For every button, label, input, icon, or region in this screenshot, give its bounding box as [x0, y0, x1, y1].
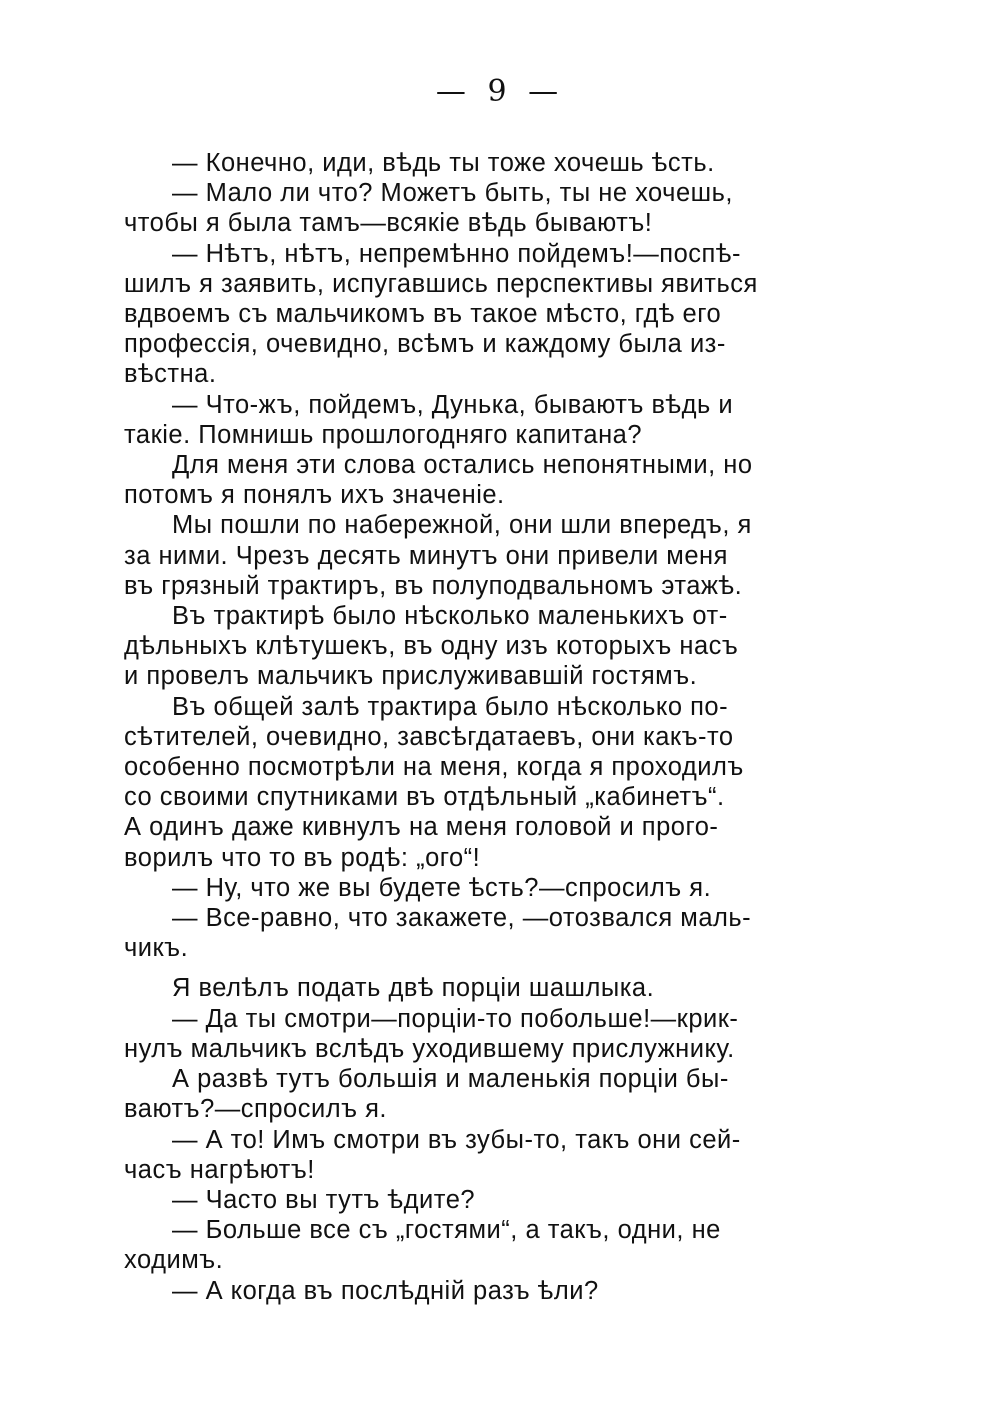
text-line: Я велѣлъ подать двѣ порціи шашлыка.: [172, 974, 655, 1003]
text-line: — Часто вы тутъ ѣдите?: [172, 1185, 476, 1214]
text-line: вѣстна.: [124, 360, 217, 389]
text-line: нулъ мальчикъ вслѣдъ уходившему прислужнику.: [124, 1034, 735, 1063]
text-line: Въ общей залѣ трактира было нѣсколько по-: [172, 692, 729, 721]
text-line: — Конечно, иди, вѣдь ты тоже хочешь ѣсть.: [172, 149, 715, 177]
text-line: вдвоемъ съ мальчикомъ въ такое мѣсто, гдѣ его: [124, 300, 722, 329]
text-line: потомъ я понялъ ихъ значеніе.: [124, 481, 505, 510]
page-number: — 9 —: [435, 74, 565, 109]
text-line: сѣтителей, очевидно, завсѣгдатаевъ, они какъ-то: [124, 722, 734, 751]
text-line: — Нѣтъ, нѣтъ, непремѣнно пойдемъ!—поспѣ-: [172, 239, 741, 268]
text-line: Мы пошли по набережной, они шли впередъ, я: [172, 511, 752, 540]
body-text: [124, 148, 880, 1306]
text-line: чтобы я была тамъ—всякіе вѣдь бываютъ!: [124, 209, 653, 238]
text-line: — Ну, что же вы будете ѣсть?—спросилъ я.: [172, 873, 712, 902]
text-line: со своими спутниками въ отдѣльный „кабинетъ“.: [124, 783, 725, 812]
text-line: часъ нагрѣютъ!: [124, 1155, 315, 1184]
text-line: шилъ я заявить, испугавшись перспективы явиться: [124, 269, 758, 298]
text-line: особенно посмотрѣли на меня, когда я проходилъ: [124, 753, 744, 782]
text-line: Для меня эти слова остались непонятными, но: [172, 451, 753, 480]
text-line: ходимъ.: [124, 1246, 224, 1275]
text-line: за ними. Чрезъ десять минутъ они привели меня: [124, 541, 728, 570]
text-line: — А то! Имъ смотри въ зубы-то, такъ они сей-: [172, 1125, 741, 1154]
text-line: ворилъ что то въ родѣ: „ого“!: [124, 843, 481, 872]
text-line: въ грязный трактиръ, въ полуподвальномъ этажѣ.: [124, 571, 743, 600]
text-line: Въ трактирѣ было нѣсколько маленькихъ от-: [172, 602, 728, 631]
text-line: дѣльныхъ клѣтушекъ, въ одну изъ которыхъ насъ: [124, 632, 739, 661]
text-line: ваютъ?—спросилъ я.: [124, 1095, 388, 1124]
text-line: А одинъ даже кивнулъ на меня головой и прого-: [124, 813, 719, 842]
text-line: — А когда въ послѣдній разъ ѣли?: [172, 1276, 599, 1305]
text-line: — Что-жъ, пойдемъ, Дунька, бываютъ вѣдь и: [172, 390, 734, 419]
text-line: чикъ.: [124, 934, 189, 963]
text-line: — Да ты смотри—порціи-то побольше!—крик-: [172, 1004, 739, 1033]
text-line: и провелъ мальчикъ прислуживавшій гостямъ.: [124, 662, 698, 691]
text-line: А развѣ тутъ большія и маленькія порціи бы-: [172, 1065, 729, 1094]
text-line: — Мало ли что? Можетъ быть, ты не хочешь,: [172, 179, 733, 208]
text-line: такіе. Помнишь прошлогодняго капитана?: [124, 420, 643, 449]
text-line: — Все-равно, что закажете, —отозвался маль-: [172, 904, 752, 933]
text-line: — Больше все съ „гостями“, а такъ, одни, не: [172, 1216, 721, 1245]
text-line: профессія, очевидно, всѣмъ и каждому была из-: [124, 330, 726, 359]
